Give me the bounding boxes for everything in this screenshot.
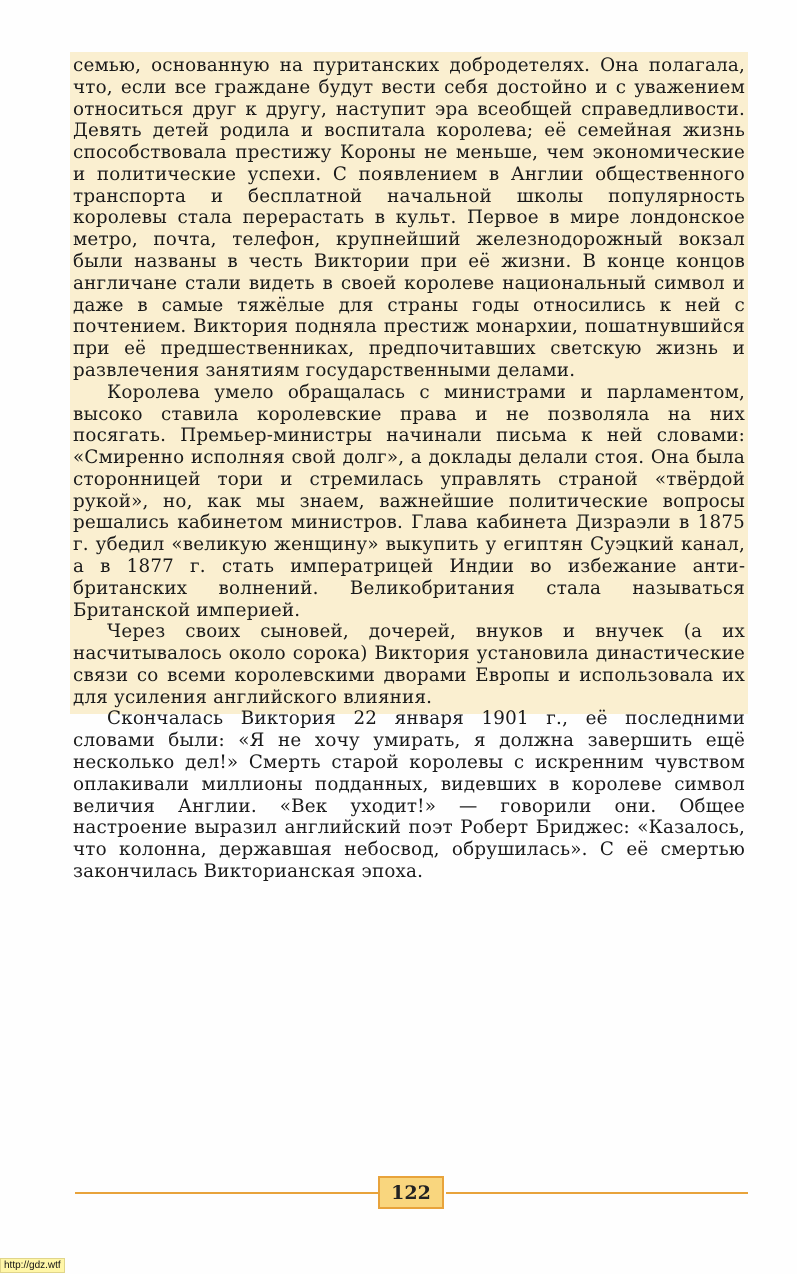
footer-rule-left xyxy=(75,1192,378,1194)
paragraph-continuation: семью, основанную на пуританских добродетелях. Она полагала, что, если все граждане будут вести себя достойно и с уважением относиться друг к другу, наступит эра всеобщей справедливости. Девять детей родила и воспитала королева; её семейная жизнь способствовала престижу Короны не меньше, чем экономические и политические успехи. С появлением в Англии общественного транспорта и бесплатной начальной школы популярность королевы стала перерастать в культ. Первое в мире лондонское метро, почта, телефон, крупнейший железнодорожный вокзал были названы в честь Виктории при её жизни. В конце концов англичане стали видеть в своей королеве национальный символ и даже в самые тяжёлые для страны годы относились к ней с почтением. Виктория подняла престиж монархии, пошатнувшийся при её предшественниках, предпочитавших светскую жизнь и развлечения занятиям государственными делами. xyxy=(73,55,745,381)
paragraph-death-of-victoria: Скончалась Виктория 22 января 1901 г., её последними словами были: «Я не хочу умирать, я должна завершить ещё несколько дел!» Смерть старой королевы с искренним чувством оплакивали миллионы подданных, видевших в королеве символ величия Англии. «Век уходит!» — говорили они. Общее настроение выразил английский поэт Роберт Бриджес: «Казалось, что колонна, державшая небосвод, обрушилась». С её смертью закончилась Викторианская эпоха. xyxy=(73,708,745,882)
page-number: 122 xyxy=(378,1176,444,1209)
paragraph-dynastic-ties: Через своих сыновей, дочерей, внуков и внучек (а их насчитывалось около сорока) Виктория установила династические связи со всеми королевскими дворами Европы и использовала их для усиления английского влияния. xyxy=(73,621,745,708)
footer-rule-right xyxy=(446,1192,748,1194)
paragraph-queen-ministers: Королева умело обращалась с министрами и парламентом, высоко ставила королевские права и не позволяла на них посягать. Премьер-министры начинали письма к ней словами: «Смиренно исполняя свой долг», а доклады делали стоя. Она была сторонницей тори и стремилась управлять страной «твёрдой рукой», но, как мы знаем, важнейшие политические вопросы решались кабинетом министров. Глава кабинета Дизраэли в 1875 г. убедил «великую женщину» выкупить у египтян Суэцкий канал, а в 1877 г. стать императрицей Индии во избежание антибританских волнений. Великобритания стала называться Британской империей. xyxy=(73,381,745,621)
body-text xyxy=(73,55,745,883)
watermark-link[interactable]: http://gdz.wtf xyxy=(0,1258,65,1273)
